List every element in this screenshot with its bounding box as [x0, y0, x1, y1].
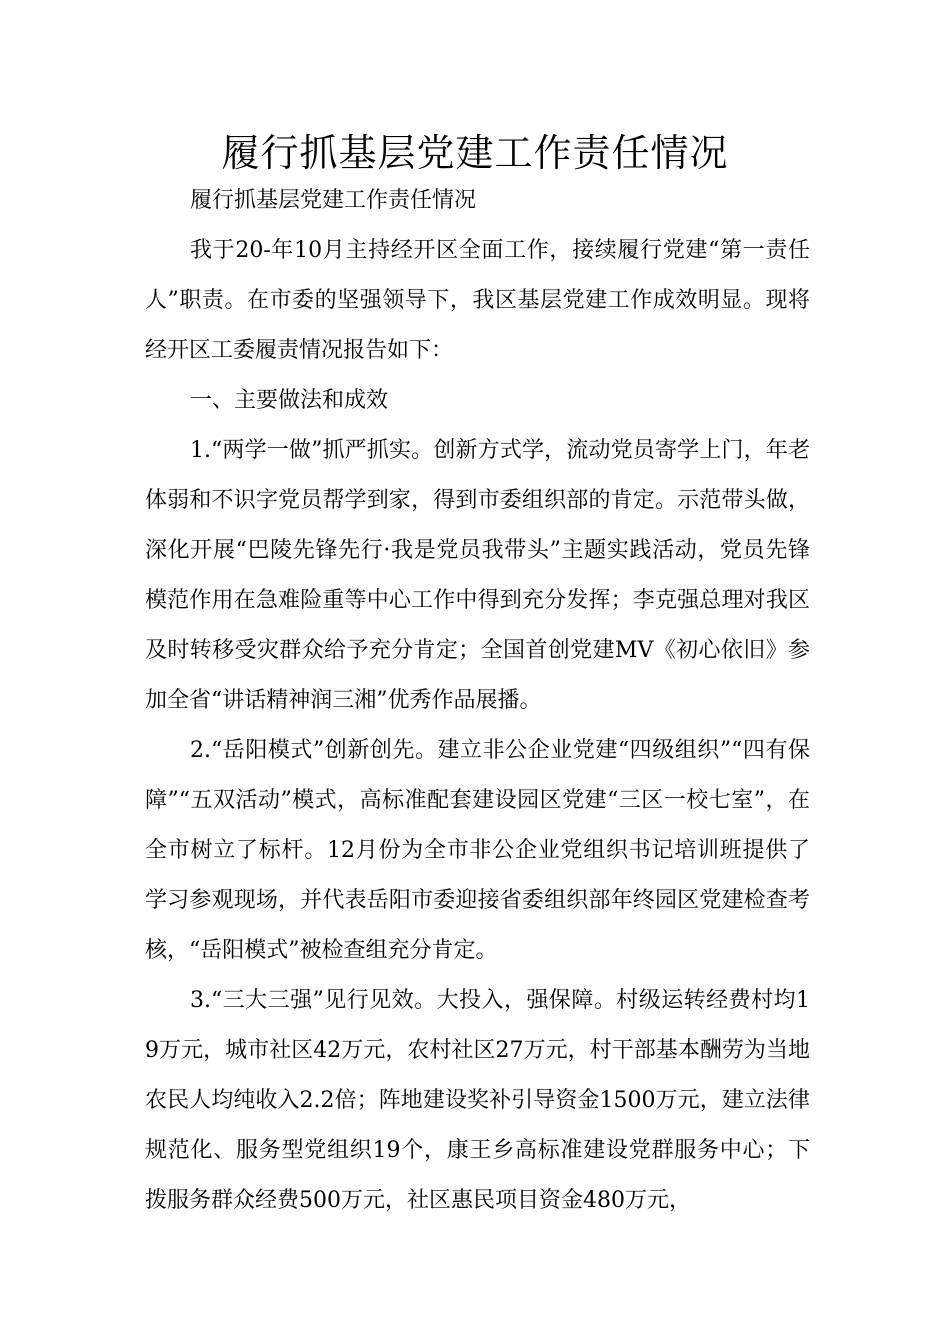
- intro-paragraph: 我于20-年10月主持经开区全面工作，接续履行党建“第一责任人”职责。在市委的坚强领导下，我区基层党建工作成效明显。现将经开区工委履责情况报告如下：: [145, 238, 810, 363]
- section-heading: 一、主要做法和成效: [190, 388, 389, 413]
- item-paragraph-1: 1.“两学一做”抓严抓实。创新方式学，流动党员寄学上门，年老体弱和不识字党员帮学到家，得到市委组织部的肯定。示范带头做，深化开展“巴陵先锋先行·我是党员我带头”主题实践活动，党员先锋模范作用在急难险重等中心工作中得到充分发挥；李克强总理对我区及时转移受灾群众给予充分肯定；全国首创党建MV《初心依旧》参加全省“讲话精神润三湘”优秀作品展播。: [145, 438, 810, 713]
- item-paragraph-3: 3.“三大三强”见行见效。大投入，强保障。村级运转经费村均19万元，城市社区42万元，农村社区27万元，村干部基本酬劳为当地农民人均纯收入2.2倍；阵地建设奖补引导资金1500万元，建立法律规范化、服务型党组织19个，康王乡高标准建设党群服务中心；下拨服务群众经费500万元，社区惠民项目资金480万元，: [145, 988, 810, 1213]
- document-body: [145, 176, 810, 1226]
- subtitle-paragraph: 履行抓基层党建工作责任情况: [190, 188, 477, 213]
- item-paragraph-2: 2.“岳阳模式”创新创先。建立非公企业党建“四级组织”“四有保障”“五双活动”模式，高标准配套建设园区党建“三区一校七室”，在全市树立了标杆。12月份为全市非公企业党组织书记培训班提供了学习参观现场，并代表岳阳市委迎接省委组织部年终园区党建检查考核，“岳阳模式”被检查组充分肯定。: [145, 738, 810, 963]
- document-title: 履行抓基层党建工作责任情况: [221, 131, 729, 175]
